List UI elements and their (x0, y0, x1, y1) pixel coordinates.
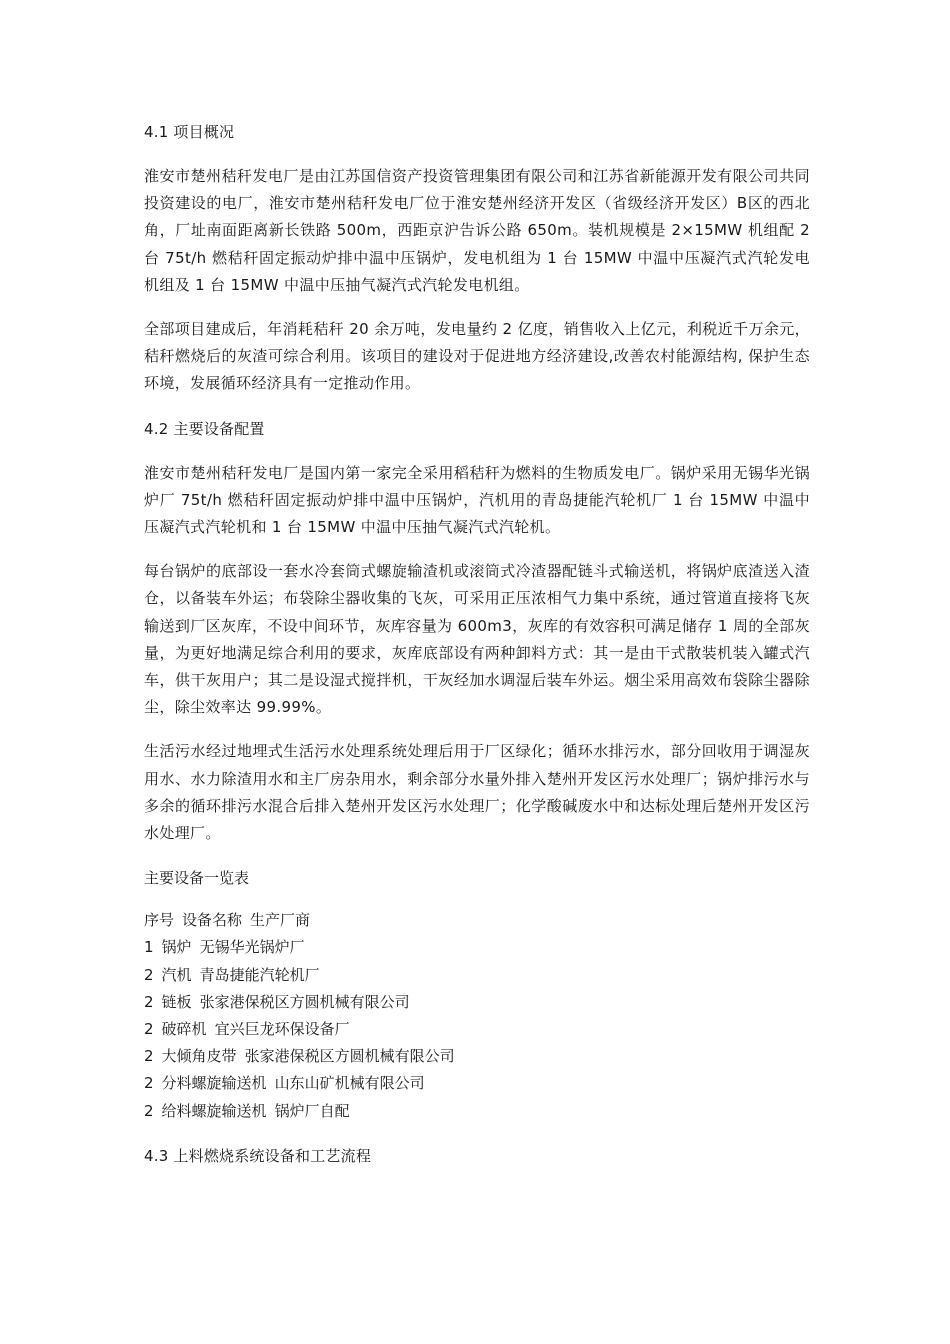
table-row (144, 962, 810, 989)
row-number: 2 (144, 965, 154, 984)
paragraph-plant-equipment: 淮安市楚州秸秆发电厂是国内第一家完全采用稻秸秆为燃料的生物质发电厂。锅炉采用无锡华光锅炉厂 75t/h 燃秸秆固定振动炉排中温中压锅炉，汽机用的青岛捷能汽轮机厂 1 台 15MW 中温中压凝汽式汽轮机和 1 台 15MW 中温中压抽气凝汽式汽轮机。 (144, 463, 810, 537)
table-row (144, 934, 810, 961)
row-equipment-name: 给料螺旋输送机 (161, 1101, 267, 1120)
paragraph-project-overview: 淮安市楚州秸秆发电厂是由江苏国信资产投资管理集团有限公司和江苏省新能源开发有限公司共同投资建设的电厂，淮安市楚州秸秆发电厂位于淮安楚州经济开发区（省级经济开发区）B区的西北角，厂址南面距离新长铁路 500m，西距京沪告诉公路 650m。装机规模是 2×15MW 机组配 2 台 75t/h 燃秸秆固定振动炉排中温中压锅炉，发电机组为 1 台 15MW 中温中压凝汽式汽轮发电机组及 1 台 15MW 中温中压抽气凝汽式汽轮发电机组。 (144, 167, 810, 294)
row-manufacturer: 张家港保税区方圆机械有限公司 (199, 992, 410, 1011)
row-manufacturer: 青岛捷能汽轮机厂 (199, 965, 320, 984)
paragraph-wastewater: 生活污水经过地埋式生活污水处理系统处理后用于厂区绿化；循环水排污水，部分回收用于调湿灰用水、水力除渣用水和主厂房杂用水，剩余部分水量外排入楚州开发区污水处理厂；锅炉排污水与多余的循环排污水混合后排入楚州开发区污水处理厂；化学酸碱废水中和达标处理后楚州开发区污水处理厂。 (144, 742, 810, 843)
section-heading-4-1: 4.1 项目概况 (144, 123, 235, 141)
row-equipment-name: 分料螺旋输送机 (161, 1074, 267, 1093)
row-manufacturer: 张家港保税区方圆机械有限公司 (244, 1047, 455, 1066)
row-equipment-name: 大倾角皮带 (161, 1047, 237, 1066)
row-manufacturer: 锅炉厂自配 (274, 1101, 350, 1120)
table-row (144, 1016, 810, 1043)
row-equipment-name: 锅炉 (161, 938, 192, 957)
row-number: 2 (144, 1047, 154, 1066)
equipment-table-header (144, 907, 810, 934)
equipment-table-title: 主要设备一览表 (144, 869, 250, 888)
row-manufacturer: 宜兴巨龙环保设备厂 (214, 1020, 350, 1039)
equipment-table (144, 907, 810, 1125)
section-heading-4-2: 4.2 主要设备配置 (144, 419, 265, 438)
row-equipment-name: 汽机 (161, 965, 192, 984)
column-header-name: 设备名称 (182, 911, 243, 930)
section-heading-4-3: 4.3 上料燃烧系统设备和工艺流程 (144, 1146, 372, 1165)
column-header-manufacturer: 生产厂商 (250, 911, 311, 930)
row-number: 1 (144, 938, 154, 957)
row-number: 2 (144, 992, 154, 1011)
table-row (144, 989, 810, 1016)
row-number: 2 (144, 1101, 154, 1120)
row-manufacturer: 山东山矿机械有限公司 (274, 1074, 425, 1093)
table-row (144, 1043, 810, 1070)
table-row (144, 1098, 810, 1125)
table-row (144, 1070, 810, 1097)
paragraph-project-benefits: 全部项目建成后，年消耗秸秆 20 余万吨，发电量约 2 亿度，销售收入上亿元，利税近千万余元，秸秆燃烧后的灰渣可综合利用。该项目的建设对于促进地方经济建设,改善农村能源结构, 保护生态环境，发展循环经济具有一定推动作用。 (144, 320, 810, 393)
row-number: 2 (144, 1020, 154, 1039)
row-number: 2 (144, 1074, 154, 1093)
row-equipment-name: 破碎机 (161, 1020, 207, 1039)
paragraph-ash-handling: 每台锅炉的底部设一套水冷套筒式螺旋输渣机或滚筒式冷渣器配链斗式输送机，将锅炉底渣送入渣仓，以备装车外运；布袋除尘器收集的飞灰，可采用正压浓相气力集中系统，通过管道直接将飞灰输送到厂区灰库，不设中间环节，灰库容量为 600m3，灰库的有效容积可满足储存 1 周的全部灰量，为更好地满足综合利用的要求，灰库底部设有两种卸料方式：其一是由干式散装机装入罐式汽车，供干灰用户；其二是设湿式搅拌机，干灰经加水调湿后装车外运。烟尘采用高效布袋除尘器除尘，除尘效率达 99.99%。 (144, 562, 810, 717)
row-equipment-name: 链板 (161, 992, 192, 1011)
column-header-number: 序号 (144, 911, 175, 930)
row-manufacturer: 无锡华光锅炉厂 (199, 938, 305, 957)
